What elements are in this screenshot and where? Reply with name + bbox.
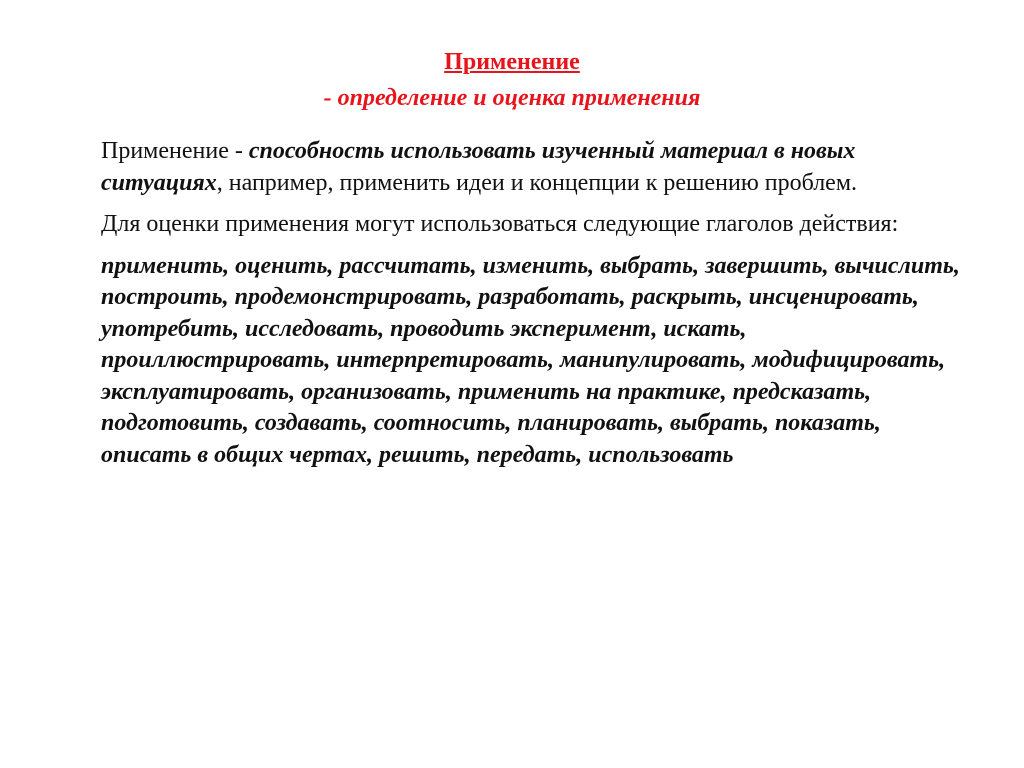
slide-title: Применение <box>444 49 580 75</box>
definition-lead: Применение - <box>101 138 249 164</box>
definition-emphasis: способность использовать изученный материал в новых ситуациях <box>101 138 856 196</box>
action-verbs-list: применить, оценить, рассчитать, изменить, выбрать, завершить, вычислить, построить, продемонстрировать, разработать, раскрыть, инсценировать, употребить, исследовать, проводить эксперимент, искать, проиллюстрировать, интерпретировать, манипулировать, модифицировать, эксплуатировать, организовать, применить на практике, предсказать, подготовить, создавать, соотносить, планировать, выбрать, показать, описать в общих чертах, решить, передать, использовать <box>101 252 960 468</box>
slide-body <box>101 136 971 471</box>
definition-paragraph <box>101 136 971 199</box>
slide-subtitle: - определение и оценка применения <box>323 85 701 111</box>
slide-title-block <box>0 44 1024 116</box>
definition-rest: , например, применить идеи и концепции к решению проблем. <box>216 169 858 196</box>
assessment-intro-paragraph: Для оценки применения могут использоваться следующие глаголов действия: <box>101 211 899 237</box>
